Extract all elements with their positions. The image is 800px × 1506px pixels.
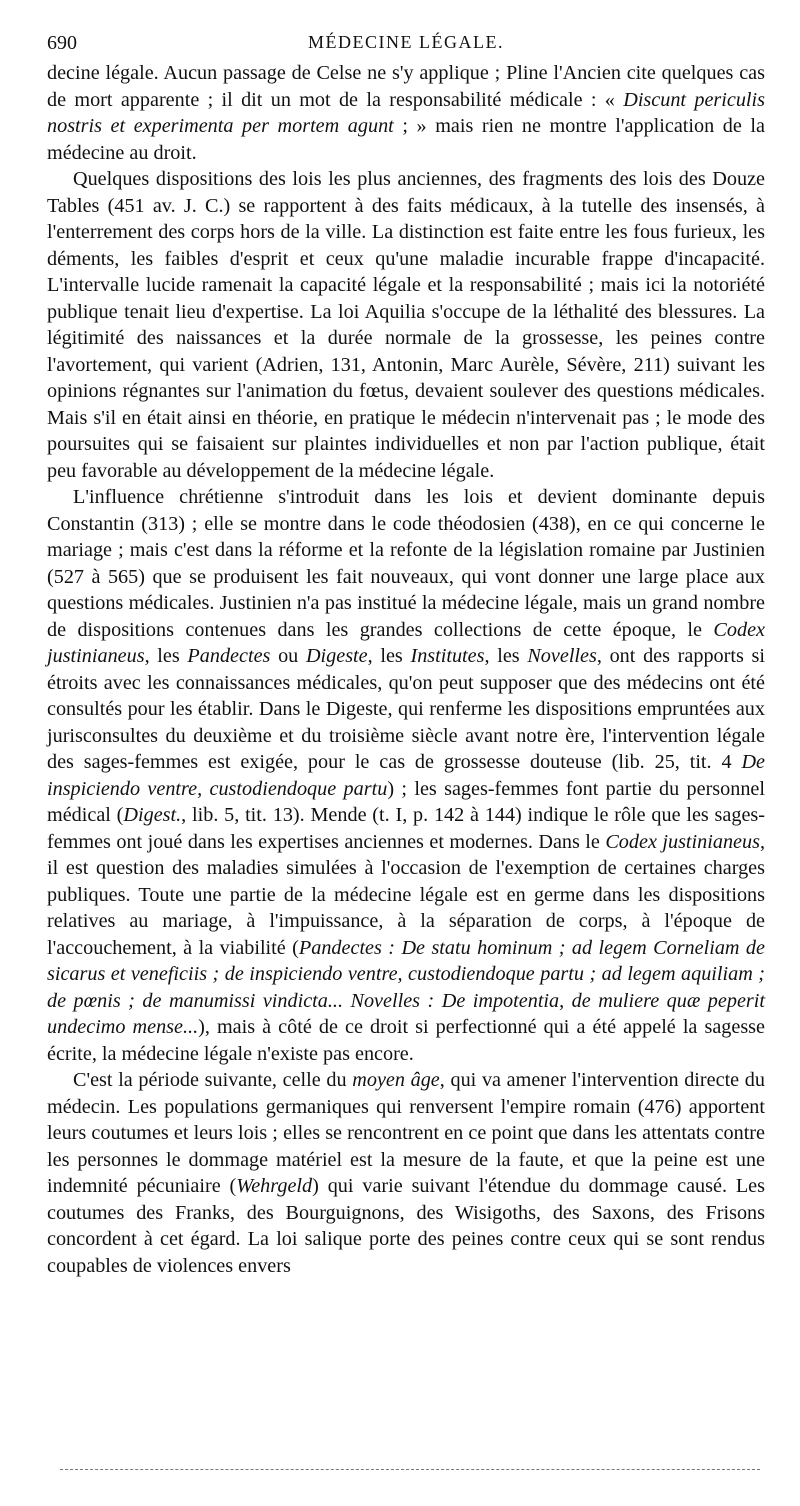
italic-text-run: Codex justinianeus [605, 830, 760, 853]
text-run: L'influence chrétienne s'introduit dans les lois et devient dominante depuis Constantin (313) ; elle se montre dans le code théodosien (438), en ce qui concerne le mariage ; mais c'est dans la réforme et la refonte de la législation romaine par Justinien (527 à 565) que se produisent les fait nouveaux, qui vont donner une large place aux questions médicales. Justinien n'a pas institué la médecine légale, mais un grand nombre de dispositions contenues dans les grandes collections de cette époque, le [47, 486, 765, 641]
text-run: Quelques dispositions des lois les plus anciennes, des fragments des lois des Douze Tables (451 av. J. C.) se rapportent à des faits médicaux, à la tutelle des insensés, à l'enterrement des corps hors de la ville. La distinction est faite entre les fous furieux, les déments, les faibles d'esprit et ceux qu'une maladie incurable frappe d'incapacité. L'intervalle lucide ramenait la capacité légale et la responsabilité ; mais ici la notoriété publique tenait lieu d'expertise. La loi Aquilia s'occupe de la léthalité des blessures. La légitimité des naissances et la durée normale de la grossesse, les peines contre l'avortement, qui varient (Adrien, 131, Antonin, Marc Aurèle, Sévère, 211) suivant les opinions régnantes sur l'animation du fœtus, devaient soulever des questions médicales. Mais s'il en était ainsi en théorie, en pratique le médecin n'intervenait pas ; le mode des poursuites qui se faisaient sur plaintes individuelles et non par l'action publique, était peu favorable au développement de la médecine légale. [47, 168, 765, 482]
paragraph-2 [47, 166, 765, 484]
paragraph-4 [47, 1067, 765, 1279]
text-run: decine légale. Aucun passage de Celse ne s'y applique ; Pline l'Ancien cite quelques cas de mort apparente ; il dit un mot de la responsabilité médicale : « [47, 62, 765, 111]
text-run: ; » mais rien ne montre l'application de la médecine au droit. [47, 115, 765, 164]
text-run: , lib. 5, tit. 13). Mende (t. I, p. 142 à 144) indique le rôle que les sages-femmes ont joué dans les expertises anciennes et modernes. Dans le [47, 804, 765, 853]
italic-text-run: Digest. [123, 804, 182, 826]
italic-text-run: moyen âge [352, 1069, 440, 1091]
text-run: , ont des rapports si étroits avec les connaissances médicales, qu'on peut supposer que des médecins ont été consultés pour les établir. Dans le Digeste, qui renferme les dispositions empruntées aux jurisconsultes du deuxième et du troisième siècle avant notre ère, l'intervention légale des sages-femmes est exigée, pour le cas de grossesse douteuse (lib. 25, tit. 4 [47, 645, 765, 773]
text-run: ) qui varie suivant l'étendue du dommage causé. Les coutumes des Franks, des Bourguignons, des Wisigoths, des Saxons, des Frisons concordent à cet égard. La loi salique porte des peines contre ceux qui se sont rendus coupables de violences envers [47, 1175, 766, 1277]
book-page [47, 30, 765, 1279]
italic-text-run: Wehrgeld [236, 1175, 313, 1197]
running-title: MÉDECINE LÉGALE. [308, 32, 504, 52]
paragraph-3 [47, 484, 765, 1067]
italic-text-run: Codex justinianeus [47, 618, 765, 667]
italic-text-run: Pandectes : De statu hominum ; ad legem Corneliam de sicarus et veneficiis ; de inspiciendo ventre, custodiendoque partu ; ad legem aquiliam ; de pœnis ; de manumissi vindicta... Novelles : De impotentia, de muliere quæ peperit undecimo mense... [47, 936, 765, 1038]
text-run: , il est question des maladies simulées à l'occasion de l'exemption de certaines charges publiques. Toute une partie de la médecine légale est en germe dans les dispositions relatives au mariage, à l'impuissance, à la séparation de corps, à l'époque de l'accouchement, à la viabilité ( [47, 830, 765, 959]
body-text [47, 60, 765, 1279]
italic-text-run: Novelles [527, 645, 597, 667]
text-run: , les [144, 645, 188, 667]
page-header [47, 30, 765, 60]
text-run: , qui va amener l'intervention directe du médecin. Les populations germaniques qui renversent l'empire romain (476) apportent leurs coutumes et leurs lois ; elles se rencontrent en ce point que dans les attentats contre les personnes le dommage matériel est la mesure de la faute, et que la peine est une indemnité pécuniaire ( [47, 1069, 765, 1197]
text-run: , les [484, 645, 528, 667]
footer-rule [60, 1469, 760, 1470]
italic-text-run: De inspiciendo ventre, custodiendoque partu [47, 751, 765, 800]
paragraph-1 [47, 60, 765, 166]
italic-text-run: Pandectes [187, 645, 271, 667]
text-run: , les [367, 645, 411, 667]
text-run: ) ; les sages-femmes font partie du personnel médical ( [47, 777, 765, 826]
italic-text-run: Institutes [410, 645, 485, 667]
page-number: 690 [47, 32, 77, 54]
text-run: ), mais à côté de ce droit si perfectionné qui a été appelé la sagesse écrite, la médecine légale n'existe pas encore. [47, 1016, 766, 1065]
italic-text-run: Digeste [305, 645, 368, 667]
italic-text-run: Discunt periculis nostris et experimenta per mortem agunt [47, 88, 766, 137]
text-run: C'est la période suivante, celle du [73, 1069, 353, 1091]
text-run: ou [270, 645, 306, 667]
